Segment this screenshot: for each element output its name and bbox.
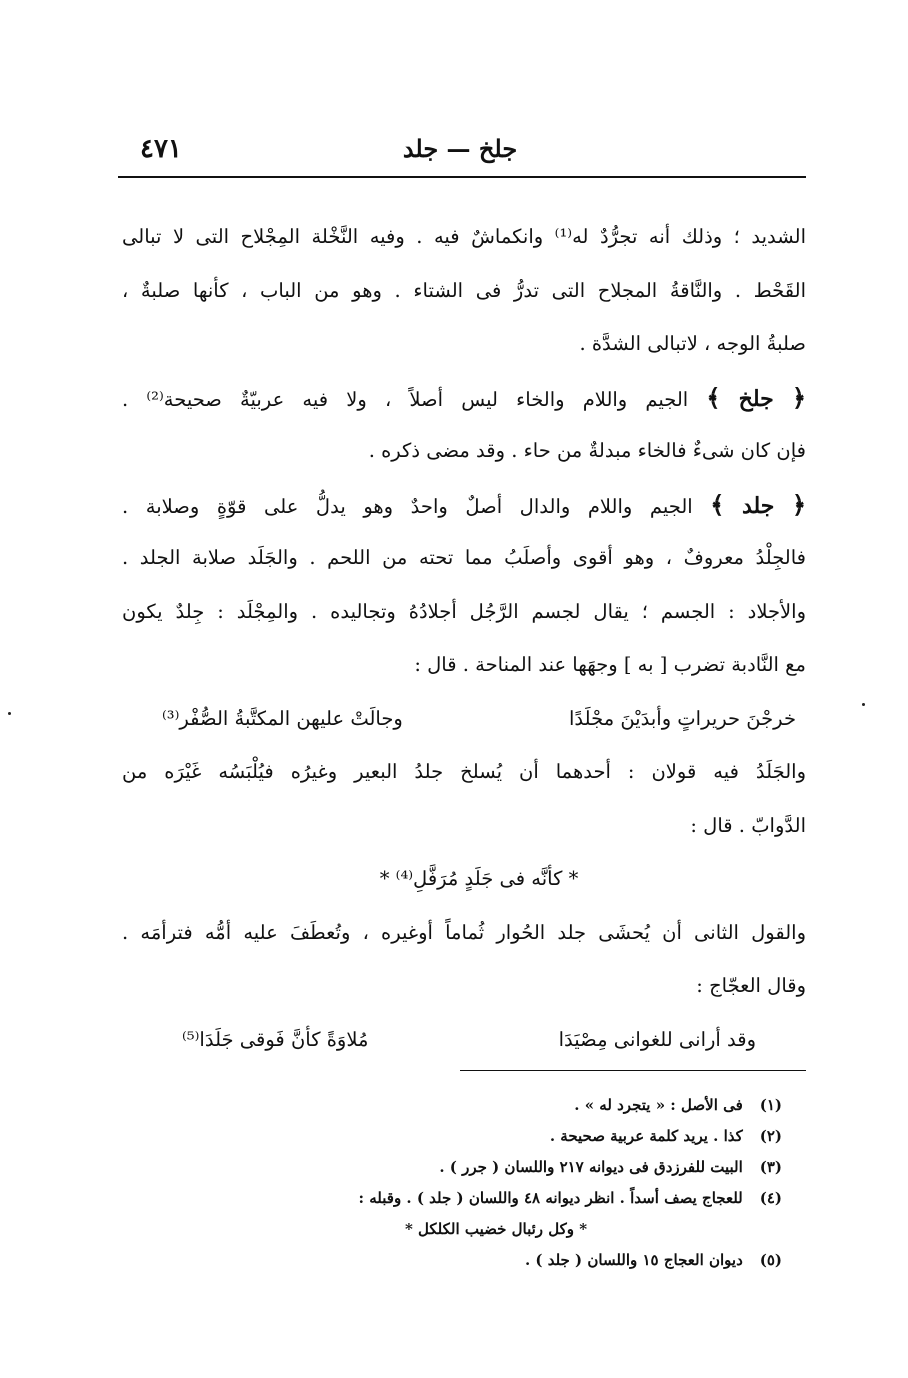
footnote-number: (١) (759, 1096, 782, 1114)
footnote-number: (٥) (759, 1251, 782, 1269)
text-line: الشديد ؛ وذلك أنه تجرُّدٌ له⁽¹⁾ وانكماشٌ فيه . وفيه النَّخْلة المِجْلاح التى لا تبالى (122, 225, 806, 248)
scan-speck (862, 703, 865, 706)
text-line: والأجلاد : الجسم ؛ يقال لجسم الرَّجُل أجلادُهُ وتجاليده . والمِجْلَد : جِلدٌ يكون (122, 599, 806, 623)
entry-jalad (122, 478, 806, 532)
footnote-text: فى الأصل : « يتجرد له » . (574, 1096, 743, 1114)
text-line: فالجِلْدُ معروفٌ ، وهو أقوى وأصلَبُ مما تحته من اللحم . والجَلَد صلابة الجلد . (122, 546, 806, 569)
headword: جلخ (738, 385, 774, 412)
footnote (170, 1245, 782, 1276)
text-line: صلبةُ الوجه ، لاتبالى الشدَّة . (579, 332, 806, 355)
verse-line (122, 852, 806, 906)
verse-line (122, 692, 806, 746)
footnote (170, 1090, 782, 1121)
text-line: فإن كان شىءٌ فالخاء مبدلةٌ من حاء . وقد مضى ذكره . (368, 439, 806, 462)
verse-hemistich: وقد أرانى للغوانى مِصْيَدَا (558, 1027, 756, 1051)
main-text (122, 210, 806, 1066)
text-line: مع النَّادبة تضرب [ به ] وجهَها عند المناحة . قال : (414, 653, 806, 676)
footnote-text: ديوان العجاج ١٥ واللسان ( جلد ) . (524, 1251, 743, 1269)
entry-text: الجيم واللام والدال أصلٌ واحدٌ وهو يدلُّ على قوّةٍ وصلابة . (122, 494, 693, 518)
close-bracket-icon: ﴾ (706, 382, 721, 412)
footnote-text: * وكل رئبال خضيب الكلكل * (404, 1220, 588, 1238)
header-rule (118, 176, 806, 178)
text-line: الدَّوابّ . قال : (690, 813, 806, 837)
footnote-number: (٢) (759, 1127, 782, 1145)
running-title: جلخ — جلد (402, 134, 518, 163)
footnotes (170, 1090, 782, 1276)
footnote-verse (170, 1214, 782, 1245)
entry-text: الجيم واللام والخاء ليس أصلاً ، ولا فيه عربيّةٌ صحيحة⁽²⁾ . (122, 387, 689, 411)
footnote-text: كذا . يريد كلمة عربية صحيحة . (549, 1127, 743, 1145)
close-bracket-icon: ﴾ (710, 489, 725, 519)
footnote-number: (٣) (759, 1158, 782, 1176)
page-number: ٤٧١ (140, 134, 182, 164)
verse-hemistich: وجالَتْ عليهن المكتَّبةُ الصُّفْر⁽³⁾ (162, 706, 403, 730)
entry-jalakh (122, 371, 806, 425)
footnote-rule (460, 1070, 806, 1071)
scan-speck (8, 712, 11, 715)
open-bracket-icon: ﴿ (791, 382, 806, 412)
footnote (170, 1152, 782, 1183)
footnote-text: للعجاج يصف أسداً . انظر ديوانه ٤٨ واللسان ( جلد ) . وقبله : (358, 1189, 743, 1207)
page-header (120, 128, 800, 168)
text-line: القَحْط . والنَّاقةُ المجلاح التى تدرُّ فى الشتاء . وهو من الباب ، كأنها صلبةٌ ، (122, 278, 806, 302)
footnote-number: (٤) (759, 1189, 782, 1207)
verse-hemistich: * كأنَّه فى جَلَدٍ مُرَفَّلِ⁽⁴⁾ * (379, 867, 579, 890)
footnote (170, 1121, 782, 1152)
headword: جلد (741, 492, 775, 519)
footnote (170, 1183, 782, 1214)
text-line: وقال العجّاج : (696, 974, 806, 997)
verse-hemistich: خرجْنَ حريراتٍ وأبدَيْنَ مجْلَدًا (569, 706, 796, 730)
footnote-text: البيت للفرزدق فى ديوانه ٢١٧ واللسان ( جرر ) . (439, 1158, 743, 1176)
open-bracket-icon: ﴿ (791, 489, 806, 519)
text-line: والقول الثانى أن يُحشَى جلد الحُوار ثُماماً أوغيره ، وتُعطَفَ عليه أمُّه فترأمَه . (122, 920, 806, 944)
verse-line (122, 1013, 806, 1067)
verse-hemistich: مُلاوَةً كأنَّ فَوقى جَلَدَا⁽⁵⁾ (182, 1027, 369, 1051)
text-line: والجَلَدُ فيه قولان : أحدهما أن يُسلخ جلدُ البعير وغيرُه فيُلْبَسُه غَيْرَه من (122, 760, 806, 783)
